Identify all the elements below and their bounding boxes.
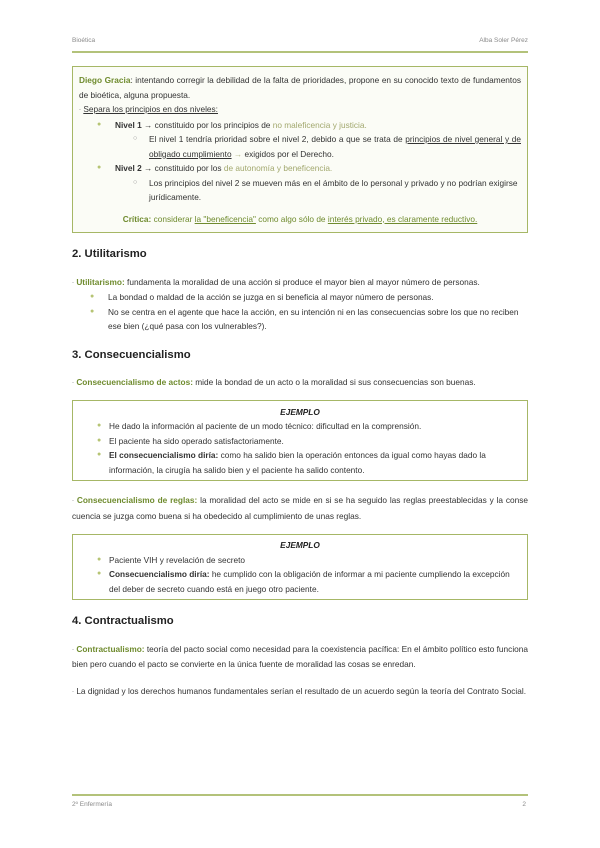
item-label: Consecuencialismo diría: xyxy=(109,569,210,579)
intro-text: : intentando corregir la debilidad de la falta de prioridades, propone en su conocido texto de fundamentos de bioética, alguna propuesta. xyxy=(79,75,521,100)
item-text: he cumplido con la obligación de informar a mi paciente cumpliendo la excepción del deber de secreto cuando está en juego otro paciente. xyxy=(109,569,510,594)
list-item: ● La bondad o maldad de la acción se juzga en si beneficia al mayor número de personas. xyxy=(72,290,528,305)
author-name: Diego Gracia xyxy=(79,75,131,85)
list-item xyxy=(79,448,521,477)
contractualismo-p2 xyxy=(72,684,528,700)
bullet-mark: · xyxy=(72,498,74,504)
nivel2-text: constituido por los xyxy=(152,163,224,173)
header-left: Bioética xyxy=(72,37,96,44)
section-title-utilitarismo: 2. Utilitarismo xyxy=(72,248,147,260)
separa-text: Separa los principios en dos niveles: xyxy=(83,104,218,114)
header-rule xyxy=(72,51,528,53)
contractualismo-text: teoría del pacto social como necesidad para la coexistencia pacífica: En el ámbito político esto funciona bien pero cuando el pacto se convierte en la única fuente de moralidad las cosas se enredan. xyxy=(72,643,529,669)
diego-intro xyxy=(79,73,521,102)
ejemplo-title: EJEMPLO xyxy=(280,406,320,417)
bullet-mark: · xyxy=(72,688,74,695)
contractualismo-def xyxy=(72,642,528,672)
item-label: El consecuencialismo diría: xyxy=(109,450,219,460)
section-title-consecuencialismo: 3. Consecuencialismo xyxy=(72,348,191,361)
contractualismo-label: Contractualismo: xyxy=(76,643,145,654)
arrow-icon: → xyxy=(231,148,245,159)
page-number: 2 xyxy=(522,801,526,808)
critica-u2: interés privado, es claramente reductivo. xyxy=(327,213,478,224)
nivel2-subitem: ○ Los principios del nivel 2 se mueven más en el ámbito de lo personal y privado y no podrían exigirse jurídicamente. xyxy=(79,176,521,205)
list-item: ● El paciente ha sido operado satisfactoriamente. xyxy=(79,434,521,449)
nivel1-subitem xyxy=(79,132,521,161)
separa-line xyxy=(79,102,521,118)
nivel1-principles: no maleficencia y justicia. xyxy=(272,119,367,130)
reglas-def xyxy=(72,493,528,523)
bullet-mark: · xyxy=(72,646,74,653)
bullet-mark: · xyxy=(72,279,74,286)
item-text: como ha salido bien la operación entonces da igual como hayas dado la información, la cirugía ha salido bien y el paciente ha salido contento. xyxy=(109,450,486,475)
nivel2-item xyxy=(79,161,521,176)
list-item: ● He dado la información al paciente de un modo técnico: dificultad en la comprensión. xyxy=(79,419,521,434)
critica-u1: la "beneficencia" xyxy=(194,213,256,224)
reglas-text: la moralidad del acto se mide en si se ha seguido las reglas preestablecidas y la conse cuencia se juzga como buena si ha obedecido al cumplimiento de unas reglas. xyxy=(72,495,528,521)
nivel1-sub-b: exigidos por el Derecho. xyxy=(244,148,334,159)
bullet-mark: · xyxy=(79,107,81,113)
actos-def xyxy=(72,375,528,391)
nivel1-item xyxy=(79,118,521,133)
utilitarismo-label: Utilitarismo: xyxy=(76,276,125,287)
diego-gracia-box xyxy=(72,66,528,233)
actos-text: mide la bondad de un acto o la moralidad si sus consecuencias son buenas. xyxy=(192,377,476,387)
p2-text: La dignidad y los derechos humanos fundamentales serían el resultado de un acuerdo según la teoría del Contrato Social. xyxy=(76,685,527,696)
list-item xyxy=(79,567,521,596)
utilitarismo-def xyxy=(72,275,528,291)
critica-b: como algo sólo de xyxy=(255,213,328,224)
nivel1-label: Nivel 1 → xyxy=(115,119,153,130)
header-right: Alba Soler Pérez xyxy=(479,37,528,44)
bullet-mark: · xyxy=(72,380,74,386)
ejemplo-box-2 xyxy=(72,534,528,600)
reglas-label: Consecuencialismo de reglas: xyxy=(76,495,198,505)
ejemplo-box-1 xyxy=(72,400,528,482)
footer-left: 2º Enfermería xyxy=(72,801,112,808)
critica-line xyxy=(79,212,521,227)
utilitarismo-text: fundamenta la moralidad de una acción si produce el mayor bien al mayor número de personas. xyxy=(124,276,480,287)
nivel1-sub-a: El nivel 1 tendría prioridad sobre el nivel 2, debido a que se trata de xyxy=(149,134,406,144)
list-item: ● No se centra en el agente que hace la acción, en su intención ni en las consecuencias sobre los que no reciben ese bien (¿qué pasa con los vulnerables?). xyxy=(72,305,528,334)
footer-rule xyxy=(72,794,528,796)
nivel2-label: Nivel 2 → xyxy=(115,163,153,173)
ejemplo-title: EJEMPLO xyxy=(280,540,320,550)
nivel1-sub-underlined: principios de nivel general y de obligado cumplimiento xyxy=(149,134,521,159)
list-item: ● Paciente VIH y revelación de secreto xyxy=(79,553,521,568)
critica-a: considerar xyxy=(151,213,195,224)
critica-label: Crítica: xyxy=(122,213,152,224)
nivel1-text: constituido por los principios de xyxy=(152,119,273,130)
nivel2-principles: de autonomía y beneficencia. xyxy=(223,163,333,173)
actos-label: Consecuencialismo de actos: xyxy=(76,377,193,387)
page-content xyxy=(72,66,528,699)
section-title-contractualismo: 4. Contractualismo xyxy=(72,615,174,627)
